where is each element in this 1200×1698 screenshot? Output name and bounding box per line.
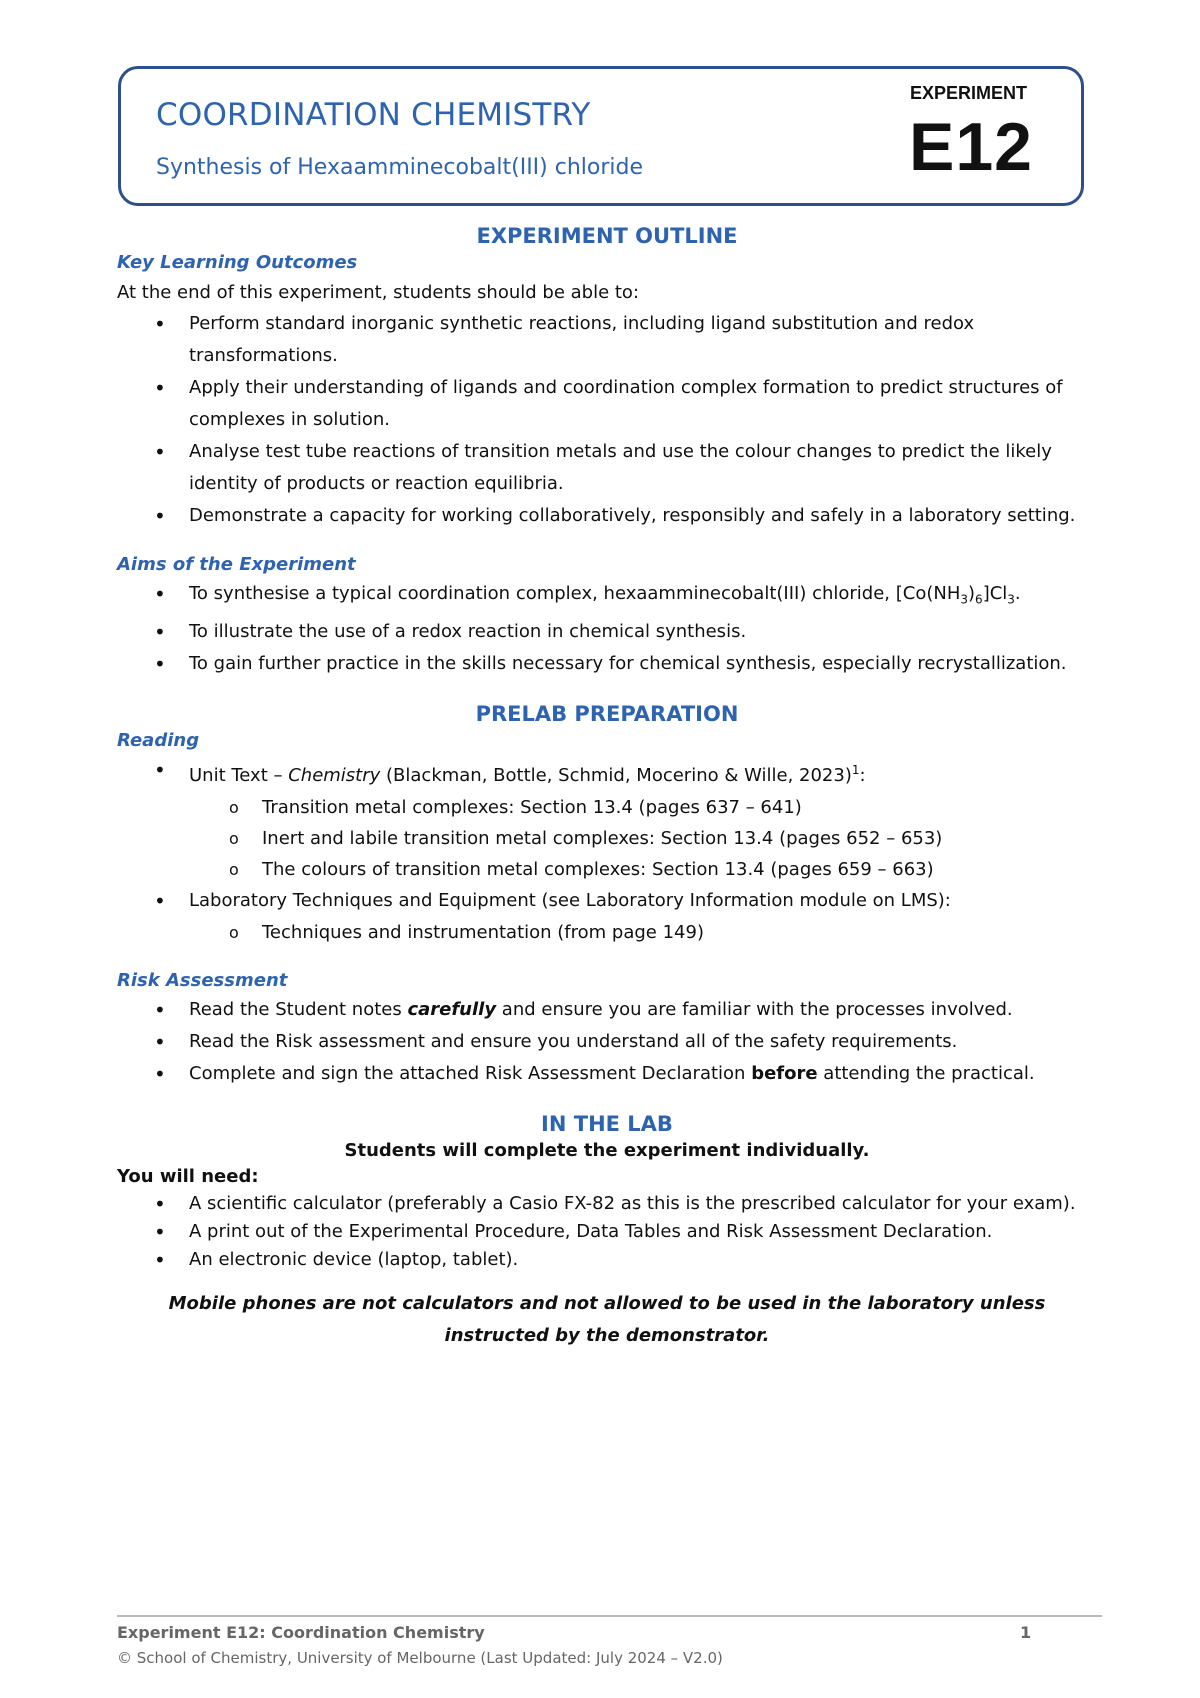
list-item: • To illustrate the use of a redox reaction in chemical synthesis. <box>117 616 1097 648</box>
aims-heading: Aims of the Experiment <box>117 554 356 575</box>
list-item: • An electronic device (laptop, tablet). <box>117 1246 1097 1274</box>
risk-heading: Risk Assessment <box>117 969 288 991</box>
document-title: COORDINATION CHEMISTRY <box>156 97 591 133</box>
prelab-heading: PRELAB PREPARATION <box>475 701 739 726</box>
page-number: 1 <box>1020 1623 1032 1642</box>
individual-note: Students will complete the experiment individually. <box>344 1139 870 1161</box>
need-list <box>117 1190 1097 1274</box>
list-item: o The colours of transition metal complexes: Section 13.4 (pages 659 – 663) <box>117 854 1097 885</box>
aims-list <box>117 578 1097 680</box>
list-item: • Read the Risk assessment and ensure you understand all of the safety requirements. <box>117 1026 1097 1058</box>
list-item: • A print out of the Experimental Procedure, Data Tables and Risk Assessment Declaration. <box>117 1218 1097 1246</box>
footer-divider <box>117 1615 1102 1617</box>
document-subtitle: Synthesis of Hexaamminecobalt(III) chloride <box>156 155 644 180</box>
lab-heading: IN THE LAB <box>541 1111 673 1136</box>
techniques-sublist <box>117 917 1097 948</box>
list-item: o Techniques and instrumentation (from page 149) <box>117 917 1097 948</box>
experiment-code: E12 <box>909 109 1033 185</box>
list-item: • A scientific calculator (preferably a Casio FX-82 as this is the prescribed calculator for your exam). <box>117 1190 1097 1218</box>
list-item: • Perform standard inorganic synthetic reactions, including ligand substitution and redox transformations. <box>117 308 1097 372</box>
list-item: • Demonstrate a capacity for working collaboratively, responsibly and safely in a laboratory setting. <box>117 500 1097 532</box>
list-item: • Complete and sign the attached Risk Assessment Declaration before attending the practical. <box>117 1058 1097 1090</box>
footer-copyright: © School of Chemistry, University of Melbourne (Last Updated: July 2024 – V2.0) <box>117 1649 723 1667</box>
risk-list <box>117 994 1097 1090</box>
list-item: • Unit Text – Chemistry (Blackman, Bottle, Schmid, Mocerino & Wille, 2023)$^1$: o Transition metal complexes: Section 13.4 (pages 637 – 641) o Inert and labile transition metal complexes: Section 13.4 (pages 652 – 653) o The colours of transition metal complexes: Section 13.4 (pages 659 – 663) <box>117 754 1097 885</box>
list-item: o Inert and labile transition metal complexes: Section 13.4 (pages 652 – 653) <box>117 823 1097 854</box>
main-content <box>117 222 1097 1352</box>
learning-outcomes-heading: Key Learning Outcomes <box>117 252 358 273</box>
reading-sublist <box>117 792 1097 885</box>
list-item: o Transition metal complexes: Section 13.4 (pages 637 – 641) <box>117 792 1097 823</box>
mobile-phone-note: Mobile phones are not calculators and not allowed to be used in the laboratory unless instructed by the demonstrator. <box>168 1292 1046 1346</box>
learning-outcomes-list <box>117 308 1097 532</box>
you-will-need-label: You will need: <box>117 1165 259 1187</box>
list-item: • To synthesise a typical coordination complex, hexaamminecobalt(III) chloride, $[Co(NH_3)_6]Cl_3$. <box>117 578 1097 616</box>
reading-list <box>117 754 1097 948</box>
list-item: • Analyse test tube reactions of transition metals and use the colour changes to predict the likely identity of products or reaction equilibria. <box>117 436 1097 500</box>
learning-outcomes-intro: At the end of this experiment, students should be able to: <box>117 282 640 303</box>
list-item: • Laboratory Techniques and Equipment (see Laboratory Information module on LMS): o Techniques and instrumentation (from page 149) <box>117 885 1097 948</box>
outline-heading: EXPERIMENT OUTLINE <box>476 224 738 248</box>
list-item: • Read the Student notes carefully and ensure you are familiar with the processes involved. <box>117 994 1097 1026</box>
title-box <box>118 66 1084 206</box>
reading-heading: Reading <box>117 729 200 751</box>
list-item: • Apply their understanding of ligands and coordination complex formation to predict structures of complexes in solution. <box>117 372 1097 436</box>
experiment-label: EXPERIMENT <box>909 83 1027 103</box>
list-item: • To gain further practice in the skills necessary for chemical synthesis, especially recrystallization. <box>117 648 1097 680</box>
footer-title: Experiment E12: Coordination Chemistry <box>117 1623 485 1642</box>
